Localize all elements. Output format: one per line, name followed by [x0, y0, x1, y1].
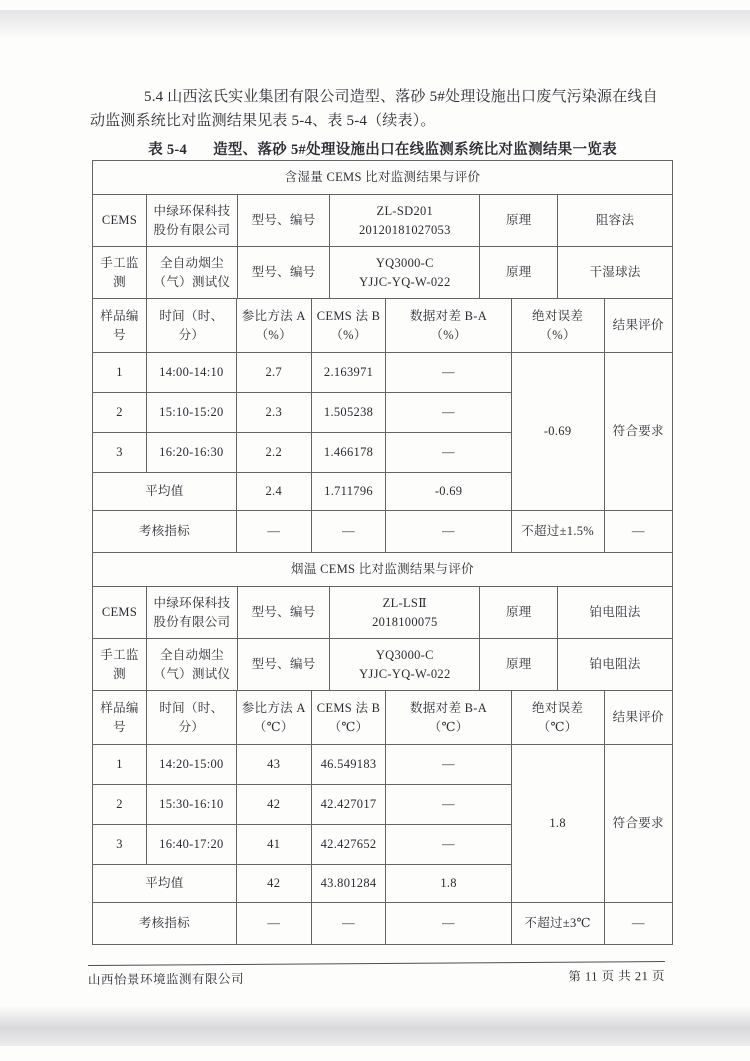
model-label-cell: 型号、编号	[237, 587, 329, 639]
assessment-row	[93, 511, 673, 553]
diff-value: —	[386, 353, 511, 393]
model-line1: YQ3000-C	[375, 255, 434, 270]
principle-value-cell: 干湿球法	[558, 247, 673, 299]
diff-value: —	[386, 825, 511, 865]
abs-error-merged: -0.69	[511, 353, 604, 511]
model-line1: ZL-LSⅡ	[382, 595, 427, 610]
sample-no: 1	[93, 745, 147, 785]
col-ref-method	[236, 299, 311, 353]
col-time: 时间（时、分）	[146, 299, 236, 353]
model-value-cell	[330, 587, 480, 639]
cems-value: 46.549183	[311, 745, 386, 785]
principle-label-cell: 原理	[480, 195, 558, 247]
col-unit: （℃）	[537, 719, 578, 734]
average-cems: 43.801284	[311, 865, 386, 903]
col-abs-error	[511, 691, 604, 745]
result-merged: 符合要求	[604, 353, 672, 511]
col-sample-no: 样品编号	[93, 299, 147, 353]
average-label: 平均值	[93, 865, 237, 903]
section1-title: 含湿量 CEMS 比对监测结果与评价	[93, 161, 673, 195]
model-line2: YJJC-YQ-W-022	[359, 274, 451, 289]
data-header-row	[93, 691, 673, 745]
assessment-label: 考核指标	[93, 511, 237, 553]
sample-time: 16:40-17:20	[146, 825, 236, 865]
average-diff: 1.8	[386, 865, 511, 903]
comparison-table	[92, 160, 673, 945]
ref-value: 2.2	[236, 433, 311, 473]
sample-no: 1	[93, 353, 147, 393]
col-unit: （%）	[430, 327, 467, 342]
average-cems: 1.711796	[311, 473, 386, 511]
section2-data-table	[92, 690, 673, 945]
section2-title: 烟温 CEMS 比对监测结果与评价	[93, 553, 673, 587]
average-label: 平均值	[93, 473, 237, 511]
col-label: 绝对误差	[532, 700, 584, 715]
diff-value: —	[386, 433, 511, 473]
cems-value: 42.427017	[311, 785, 386, 825]
section1-equipment-table	[92, 194, 673, 299]
col-ref-method	[236, 691, 311, 745]
device-cell: 中绿环保科技股份有限公司	[146, 195, 237, 247]
col-unit: （%）	[255, 327, 292, 342]
col-diff	[386, 691, 511, 745]
col-result: 结果评价	[604, 299, 672, 353]
col-result: 结果评价	[604, 691, 672, 745]
device-cell: 全自动烟尘（气）测试仪	[146, 247, 237, 299]
system-cell: 手工监测	[93, 247, 147, 299]
scan-shadow-top	[0, 10, 750, 44]
model-value-cell	[330, 195, 480, 247]
section2-title-table	[92, 552, 673, 587]
model-value-cell	[330, 639, 480, 691]
page-footer	[88, 961, 665, 988]
col-unit: （%）	[330, 327, 367, 342]
assessment-limit: 不超过±1.5%	[511, 511, 604, 553]
assessment-dash: —	[236, 903, 311, 945]
result-merged: 符合要求	[604, 745, 672, 903]
col-unit: （℃）	[328, 719, 369, 734]
equipment-row-cems	[93, 587, 673, 639]
data-header-row	[93, 299, 673, 353]
col-label: CEMS 法 B	[316, 308, 381, 323]
footer-company: 山西怡景环境监测有限公司	[87, 971, 245, 988]
principle-value-cell: 铂电阻法	[558, 639, 673, 691]
col-sample-no: 样品编号	[93, 691, 147, 745]
equipment-row-manual	[93, 247, 673, 299]
sample-row	[93, 353, 673, 393]
diff-value: —	[386, 785, 511, 825]
ref-value: 2.3	[236, 393, 311, 433]
sample-no: 2	[93, 393, 147, 433]
principle-value-cell: 铂电阻法	[558, 587, 673, 639]
model-line1: ZL-SD201	[376, 203, 434, 218]
ref-value: 42	[236, 785, 311, 825]
col-diff	[386, 299, 511, 353]
abs-error-merged: 1.8	[511, 745, 604, 903]
assessment-dash: —	[236, 511, 311, 553]
col-unit: （℃）	[253, 719, 294, 734]
sample-row	[93, 745, 673, 785]
cems-value: 2.163971	[311, 353, 386, 393]
sample-time: 15:30-16:10	[146, 785, 236, 825]
assessment-result: —	[604, 903, 672, 945]
sample-time: 16:20-16:30	[146, 433, 236, 473]
model-line2: YJJC-YQ-W-022	[359, 666, 451, 681]
col-label: 数据对差 B-A	[410, 308, 488, 323]
ref-value: 41	[236, 825, 311, 865]
assessment-dash: —	[311, 903, 386, 945]
system-cell: 手工监测	[93, 639, 147, 691]
assessment-dash: —	[311, 511, 386, 553]
section2-equipment-table	[92, 586, 673, 691]
assessment-result: —	[604, 511, 672, 553]
cems-value: 1.505238	[311, 393, 386, 433]
ref-value: 43	[236, 745, 311, 785]
assessment-row	[93, 903, 673, 945]
sample-no: 3	[93, 825, 147, 865]
intro-paragraph	[90, 85, 670, 133]
average-diff: -0.69	[386, 473, 511, 511]
model-label-cell: 型号、编号	[237, 247, 329, 299]
principle-label-cell: 原理	[480, 639, 558, 691]
cems-value: 42.427652	[311, 825, 386, 865]
model-line2: 2018100075	[372, 614, 438, 629]
intro-line-1: 5.4 山西泫氏实业集团有限公司造型、落砂 5#处理设施出口废气污染源在线自	[144, 89, 658, 105]
model-label-cell: 型号、编号	[237, 639, 329, 691]
principle-value-cell: 阻容法	[558, 195, 673, 247]
sample-no: 2	[93, 785, 147, 825]
assessment-dash: —	[386, 903, 511, 945]
col-cems-method	[311, 299, 386, 353]
principle-label-cell: 原理	[480, 587, 558, 639]
model-value-cell	[330, 247, 480, 299]
sample-no: 3	[93, 433, 147, 473]
model-line1: YQ3000-C	[375, 647, 434, 662]
diff-value: —	[386, 745, 511, 785]
device-cell: 全自动烟尘（气）测试仪	[146, 639, 237, 691]
model-label-cell: 型号、编号	[237, 195, 329, 247]
col-label: 绝对误差	[532, 308, 584, 323]
system-cell: CEMS	[93, 587, 147, 639]
scan-shadow-bottom	[0, 1006, 750, 1046]
col-cems-method	[311, 691, 386, 745]
table-caption	[92, 138, 673, 159]
col-abs-error	[511, 299, 604, 353]
diff-value: —	[386, 393, 511, 433]
cems-value: 1.466178	[311, 433, 386, 473]
col-unit: （℃）	[428, 719, 469, 734]
section1-title-table	[92, 160, 673, 195]
section1-data-table	[92, 298, 673, 553]
col-time: 时间（时、分）	[146, 691, 236, 745]
assessment-label: 考核指标	[93, 903, 237, 945]
average-ref: 2.4	[236, 473, 311, 511]
intro-line-2: 动监测系统比对监测结果见表 5-4、表 5-4（续表）。	[90, 113, 436, 129]
col-label: 参比方法 A	[241, 308, 306, 323]
equipment-row-manual	[93, 639, 673, 691]
assessment-dash: —	[386, 511, 511, 553]
equipment-row-cems	[93, 195, 673, 247]
principle-label-cell: 原理	[480, 247, 558, 299]
system-cell: CEMS	[93, 195, 147, 247]
footer-page-number: 第 11 页 共 21 页	[568, 968, 666, 984]
col-unit: （%）	[539, 327, 576, 342]
col-label: 参比方法 A	[241, 700, 306, 715]
table-caption-label: 表 5-4	[148, 142, 188, 158]
device-cell: 中绿环保科技股份有限公司	[146, 587, 237, 639]
average-ref: 42	[236, 865, 311, 903]
sample-time: 14:20-15:00	[146, 745, 236, 785]
col-label: CEMS 法 B	[316, 700, 381, 715]
assessment-limit: 不超过±3℃	[511, 903, 604, 945]
table-caption-title: 造型、落砂 5#处理设施出口在线监测系统比对监测结果一览表	[213, 142, 617, 158]
ref-value: 2.7	[236, 353, 311, 393]
sample-time: 15:10-15:20	[146, 393, 236, 433]
col-label: 数据对差 B-A	[410, 700, 488, 715]
model-line2: 20120181027053	[358, 222, 451, 237]
sample-time: 14:00-14:10	[146, 353, 236, 393]
